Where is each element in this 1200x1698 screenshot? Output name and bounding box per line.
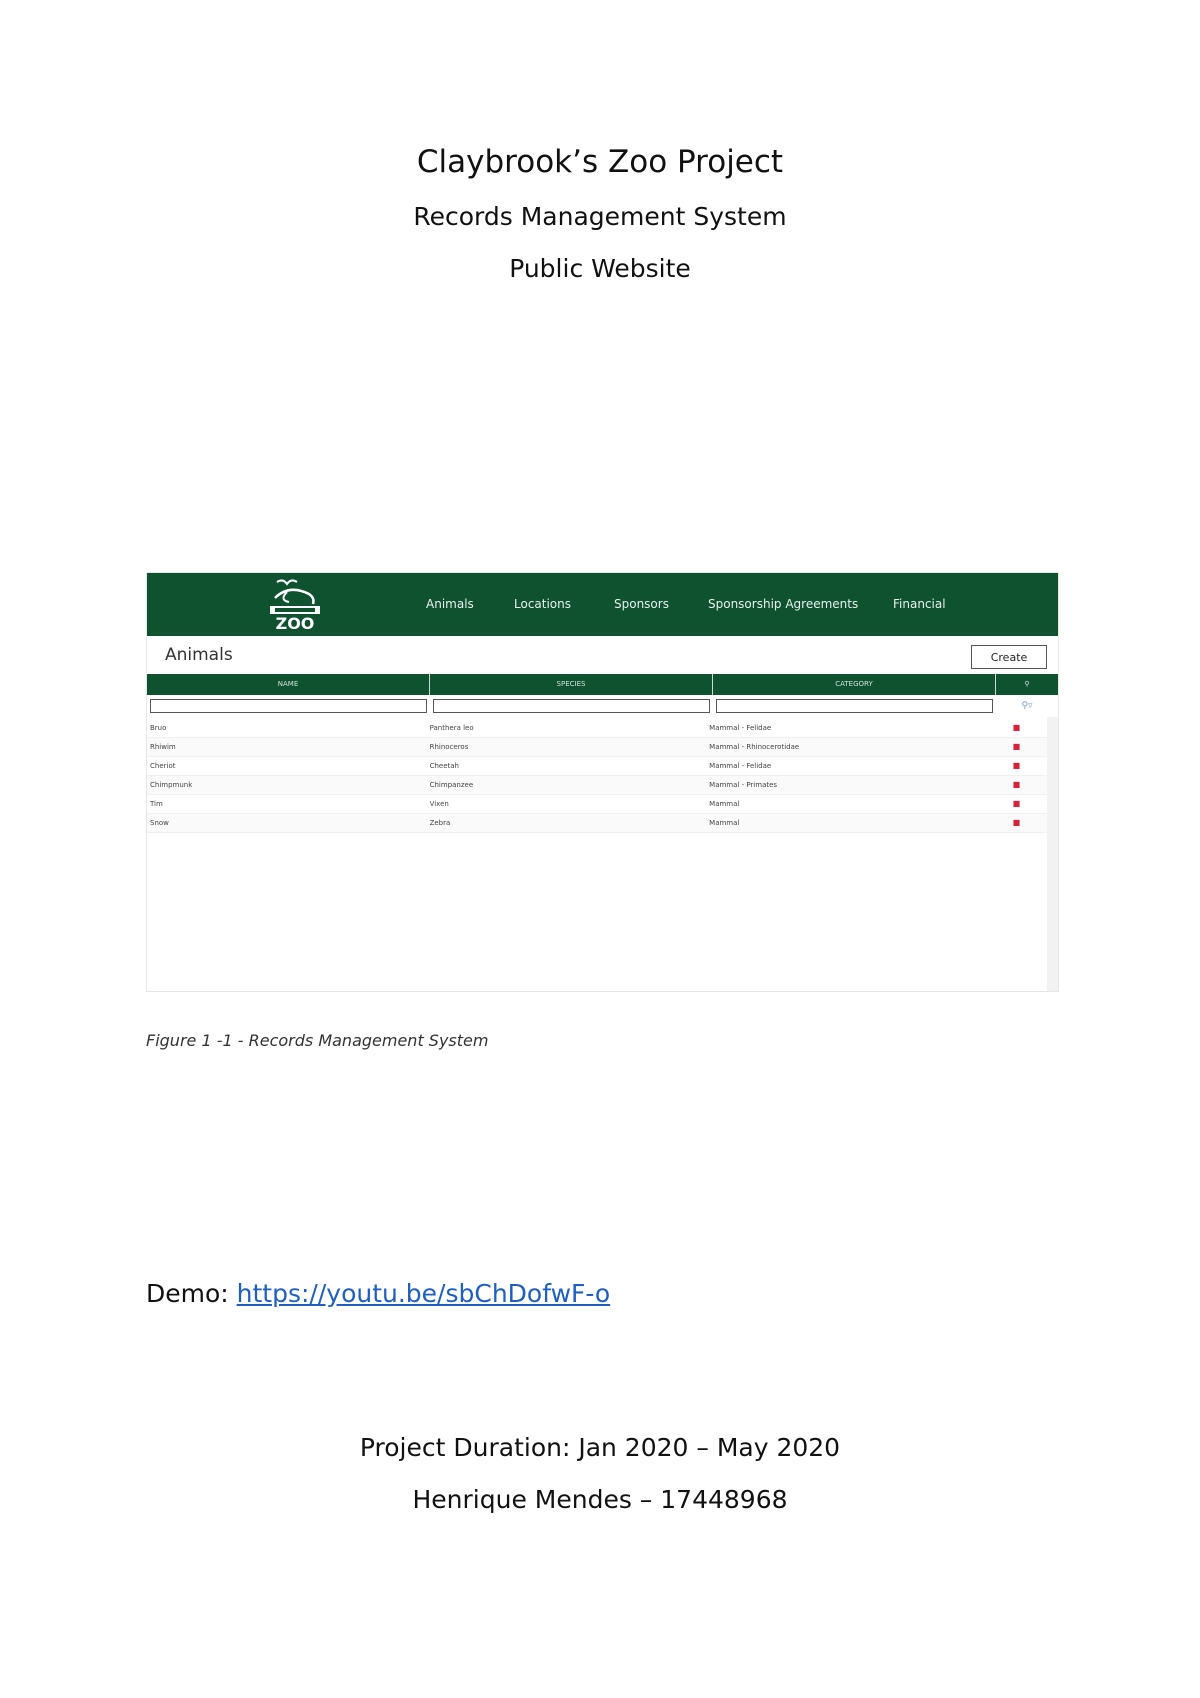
cell-category: Mammal - Primates <box>709 781 778 789</box>
demo-line <box>146 1279 610 1308</box>
cell-name: Chimpmunk <box>150 781 193 789</box>
category-filter-input[interactable] <box>716 699 993 713</box>
cell-category: Mammal - Rhinocerotidae <box>709 743 800 751</box>
cell-species: Zebra <box>429 819 451 827</box>
animals-table-body <box>147 719 1047 833</box>
filter-row <box>147 695 1058 717</box>
logo-text: ZOO <box>275 614 315 632</box>
cell-category: Mammal - Felidae <box>709 724 772 732</box>
trash-icon[interactable]: ■ <box>1012 780 1021 789</box>
cell-species: Chimpanzee <box>429 781 474 789</box>
cell-category: Mammal <box>709 819 740 827</box>
demo-link[interactable]: https://youtu.be/sbChDofwF-o <box>236 1279 611 1308</box>
trash-icon[interactable]: ■ <box>1012 799 1021 808</box>
column-header-category[interactable]: CATEGORY <box>713 674 996 695</box>
table-row[interactable] <box>147 776 1047 795</box>
cell-name: Cheriot <box>150 762 176 770</box>
document-subtitle: Records Management System <box>413 202 787 231</box>
cell-name: Rhiwim <box>150 743 176 751</box>
cell-name: Snow <box>150 819 169 827</box>
cell-name: Tim <box>150 800 163 808</box>
trash-icon[interactable]: ■ <box>1012 742 1021 751</box>
app-header <box>147 573 1058 636</box>
grid-header <box>147 674 1058 695</box>
vertical-scrollbar[interactable] <box>1047 717 1058 991</box>
cell-species: Panthera leo <box>429 724 474 732</box>
document-subtitle-secondary: Public Website <box>509 254 691 283</box>
cell-species: Cheetah <box>429 762 459 770</box>
page-title: Animals <box>165 645 233 665</box>
trash-icon[interactable]: ■ <box>1012 761 1021 770</box>
author-line: Henrique Mendes – 17448968 <box>412 1485 788 1514</box>
app-screenshot-figure <box>146 572 1059 992</box>
table-row[interactable] <box>147 719 1047 738</box>
figure-caption: Figure 1 -1 - Records Management System <box>146 1031 489 1050</box>
nav-sponsors[interactable]: Sponsors <box>614 597 669 611</box>
create-button[interactable]: Create <box>971 645 1047 669</box>
nav-animals[interactable]: Animals <box>426 597 474 611</box>
cell-name: Bruo <box>150 724 167 732</box>
demo-label: Demo: <box>146 1279 237 1308</box>
name-filter-input[interactable] <box>150 699 427 713</box>
table-row[interactable] <box>147 757 1047 776</box>
column-header-species[interactable]: SPECIES <box>430 674 713 695</box>
filter-icon[interactable]: ⚲▿ <box>1021 701 1033 711</box>
nav-sponsorship-agreements[interactable]: Sponsorship Agreements <box>708 597 859 611</box>
search-icon[interactable]: ⚲ <box>1024 680 1030 688</box>
cell-category: Mammal <box>709 800 740 808</box>
project-duration: Project Duration: Jan 2020 – May 2020 <box>359 1433 841 1462</box>
cell-species: Rhinoceros <box>429 743 469 751</box>
document-title: Claybrook’s Zoo Project <box>416 144 784 180</box>
table-row[interactable] <box>147 795 1047 814</box>
nav-financial[interactable]: Financial <box>893 597 946 611</box>
species-filter-input[interactable] <box>433 699 710 713</box>
table-row[interactable] <box>147 738 1047 757</box>
column-header-name[interactable]: NAME <box>147 674 430 695</box>
table-row[interactable] <box>147 814 1047 833</box>
zoo-logo[interactable] <box>267 576 323 632</box>
trash-icon[interactable]: ■ <box>1012 818 1021 827</box>
nav-locations[interactable]: Locations <box>514 597 572 611</box>
cell-species: Vixen <box>429 800 449 808</box>
trash-icon[interactable]: ■ <box>1012 723 1021 732</box>
cell-category: Mammal - Felidae <box>709 762 772 770</box>
